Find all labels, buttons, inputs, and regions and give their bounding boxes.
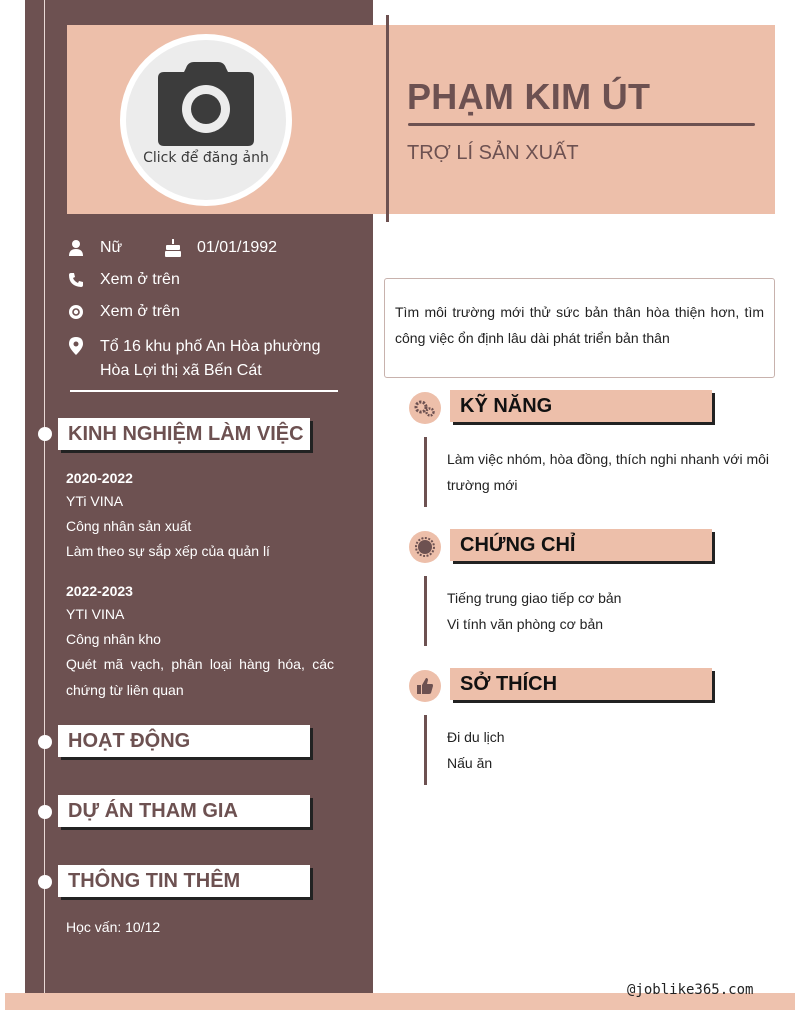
career-objective: Tìm môi trường mới thử sức bản thân hòa thiện hơn, tìm công việc ổn định lâu dài phát triển bản thân — [384, 278, 775, 378]
location-icon — [67, 337, 85, 355]
hobby-item: Đi du lịch — [447, 729, 505, 745]
projects-title: DỰ ÁN THAM GIA — [58, 795, 310, 827]
job-description: Quét mã vạch, phân loại hàng hóa, các chứng từ liên quan — [66, 656, 334, 698]
skills-text: Làm việc nhóm, hòa đồng, thích nghi nhanh với môi trường mới — [447, 451, 770, 493]
hobby-item: Nấu ăn — [447, 755, 493, 771]
address-value: Tổ 16 khu phố An Hòa phường Hòa Lợi thị xã Bến Cát — [100, 338, 321, 379]
extra-info-text: Học vấn: 10/12 — [66, 919, 161, 935]
phone-icon — [67, 272, 85, 288]
certificate-item: Vi tính văn phòng cơ bản — [447, 616, 604, 632]
phone-value: Xem ở trên — [100, 271, 180, 288]
candidate-name: PHẠM KIM ÚT — [407, 76, 651, 117]
activities-title: HOẠT ĐỘNG — [58, 725, 310, 757]
sidebar-separator — [70, 390, 338, 392]
job-company: YTi VINA — [66, 493, 124, 509]
job-company: YTI VINA — [66, 606, 125, 622]
contact-phone — [67, 271, 180, 289]
timeline-dot — [38, 875, 52, 889]
extra-info-title: THÔNG TIN THÊM — [58, 865, 310, 897]
gears-icon — [409, 392, 441, 424]
header-divider — [386, 15, 389, 222]
candidate-position: TRỢ LÍ SẢN XUẤT — [407, 142, 579, 164]
job-role: Công nhân kho — [66, 631, 161, 647]
certificates-line — [424, 576, 427, 646]
birthday-value: 01/01/1992 — [197, 239, 278, 256]
timeline-line — [44, 0, 45, 1010]
name-underline — [408, 123, 755, 126]
hobbies-title: SỞ THÍCH — [450, 668, 712, 700]
avatar-upload[interactable] — [120, 34, 292, 206]
avatar-label: Click để đăng ảnh — [143, 150, 269, 166]
user-icon — [67, 240, 85, 256]
contact-address-icon-wrap — [67, 337, 100, 355]
cake-icon — [164, 239, 182, 257]
experience-title: KINH NGHIỆM LÀM VIỆC — [58, 418, 310, 450]
thumbs-up-icon — [409, 670, 441, 702]
hobbies-line — [424, 715, 427, 785]
job-period: 2020-2022 — [66, 470, 133, 486]
timeline-dot — [38, 805, 52, 819]
gender-value: Nữ — [100, 239, 123, 256]
job-role: Công nhân sản xuất — [66, 518, 192, 534]
avatar-placeholder[interactable] — [126, 40, 286, 200]
contact-email — [67, 303, 180, 321]
contact-gender — [67, 239, 122, 257]
camera-icon — [156, 60, 256, 148]
badge-icon — [409, 531, 441, 563]
certificate-item: Tiếng trung giao tiếp cơ bản — [447, 590, 622, 606]
timeline-dot — [38, 427, 52, 441]
watermark: @joblike365.com — [627, 982, 754, 998]
skills-line — [424, 437, 427, 507]
timeline-dot — [38, 735, 52, 749]
certificates-title: CHỨNG CHỈ — [450, 529, 712, 561]
contact-birthday — [164, 239, 277, 257]
skills-title: KỸ NĂNG — [450, 390, 712, 422]
job-period: 2022-2023 — [66, 583, 133, 599]
email-value: Xem ở trên — [100, 303, 180, 320]
at-icon — [67, 304, 85, 320]
job-description: Làm theo sự sắp xếp của quản lí — [66, 543, 270, 559]
